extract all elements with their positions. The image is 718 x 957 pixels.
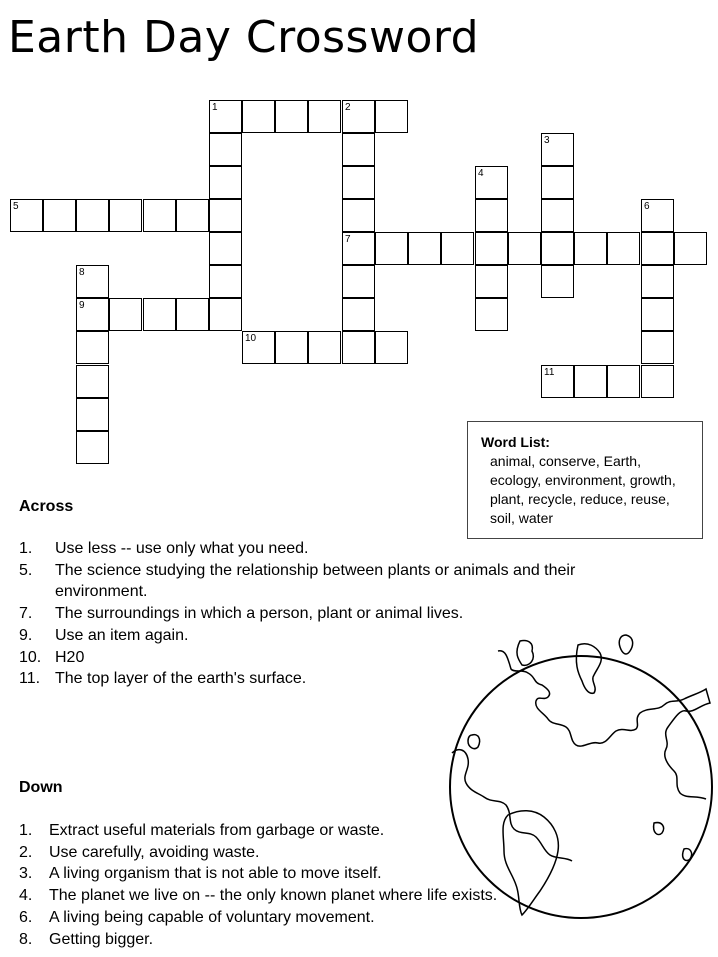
grid-cell[interactable]	[375, 232, 408, 265]
word-list-words: animal, conserve, Earth, ecology, environment, growth, plant, recycle, reduce, reuse, soil, water	[490, 453, 676, 526]
clue-text: The planet we live on -- the only known planet where life exists.	[49, 887, 498, 905]
clue-text: Use carefully, avoiding waste.	[49, 843, 260, 861]
clue-text: Use an item again.	[55, 626, 189, 644]
grid-cell[interactable]	[342, 265, 375, 298]
grid-cell[interactable]	[441, 232, 474, 265]
grid-cell[interactable]	[475, 199, 508, 232]
clue-number: 3	[544, 135, 550, 146]
grid-cell[interactable]	[342, 298, 375, 331]
grid-cell[interactable]	[342, 331, 375, 364]
grid-cell[interactable]	[43, 199, 76, 232]
clue-text: Use less -- use only what you need.	[55, 540, 309, 557]
grid-cell[interactable]	[275, 331, 308, 364]
grid-cell[interactable]	[641, 331, 674, 364]
clue-num: 5.	[19, 561, 33, 579]
clue-num: 11.	[19, 670, 41, 688]
grid-cell[interactable]	[574, 232, 607, 265]
grid-cell[interactable]	[475, 166, 508, 199]
grid-cell[interactable]	[209, 265, 242, 298]
clue-num: 4.	[19, 887, 33, 905]
grid-cell[interactable]	[342, 133, 375, 166]
clue-text: Extract useful materials from garbage or waste.	[49, 822, 385, 839]
grid-cell[interactable]	[508, 232, 541, 265]
grid-cell[interactable]	[76, 298, 109, 331]
grid-cell[interactable]	[541, 365, 574, 398]
grid-cell[interactable]	[607, 365, 640, 398]
clue-num: 8.	[19, 930, 33, 948]
clue-num: 6.	[19, 908, 33, 926]
clue-num: 10.	[19, 648, 42, 666]
grid-cell[interactable]	[275, 100, 308, 133]
down-heading: Down	[19, 779, 63, 796]
grid-cell[interactable]	[143, 199, 176, 232]
clue-number: 2	[345, 102, 351, 113]
grid-cell[interactable]	[242, 100, 275, 133]
grid-cell[interactable]	[209, 199, 242, 232]
grid-cell[interactable]	[209, 298, 242, 331]
grid-cell[interactable]	[76, 331, 109, 364]
grid-cell[interactable]	[641, 199, 674, 232]
grid-cell[interactable]	[10, 199, 43, 232]
word-list-box	[467, 421, 703, 539]
clue-num: 9.	[19, 626, 33, 644]
clue-num: 3.	[19, 865, 33, 883]
clue-text: A living being capable of voluntary movement.	[49, 908, 375, 926]
clue-number: 9	[79, 300, 85, 311]
clue-text: A living organism that is not able to move itself.	[49, 865, 382, 883]
earth-globe-icon	[448, 623, 718, 957]
clue-number: 4	[478, 168, 484, 179]
word-list-heading: Word List:	[481, 434, 550, 450]
clue-num: 7.	[19, 605, 33, 623]
grid-cell[interactable]	[408, 232, 441, 265]
grid-cell[interactable]	[641, 298, 674, 331]
grid-cell[interactable]	[607, 232, 640, 265]
grid-cell[interactable]	[76, 199, 109, 232]
grid-cell[interactable]	[541, 133, 574, 166]
grid-cell[interactable]	[342, 199, 375, 232]
grid-cell[interactable]	[541, 232, 574, 265]
grid-cell[interactable]	[76, 265, 109, 298]
clue-number: 5	[13, 201, 19, 212]
grid-cell[interactable]	[641, 265, 674, 298]
grid-cell[interactable]	[475, 298, 508, 331]
grid-cell[interactable]	[342, 100, 375, 133]
grid-cell[interactable]	[375, 331, 408, 364]
clue-number: 10	[245, 333, 257, 344]
clue-text: H20	[55, 648, 85, 666]
grid-cell[interactable]	[574, 365, 607, 398]
grid-cell[interactable]	[76, 431, 109, 464]
grid-cell[interactable]	[475, 232, 508, 265]
clue-num: 1.	[19, 540, 33, 557]
grid-cell[interactable]	[109, 298, 142, 331]
grid-cell[interactable]	[541, 199, 574, 232]
grid-cell[interactable]	[176, 298, 209, 331]
grid-cell[interactable]	[308, 331, 341, 364]
grid-cell[interactable]	[76, 398, 109, 431]
grid-cell[interactable]	[541, 166, 574, 199]
grid-cell[interactable]	[209, 166, 242, 199]
grid-cell[interactable]	[242, 331, 275, 364]
grid-cell[interactable]	[475, 265, 508, 298]
clue-item	[19, 603, 659, 625]
crossword-grid	[0, 0, 718, 470]
clue-text: The surroundings in which a person, plant or animal lives.	[55, 605, 464, 623]
clue-num: 2.	[19, 843, 33, 861]
clue-item	[19, 538, 659, 560]
grid-cell[interactable]	[342, 232, 375, 265]
grid-cell[interactable]	[674, 232, 707, 265]
across-heading: Across	[19, 498, 74, 515]
clue-number: 6	[644, 201, 650, 212]
clue-text: The science studying the relationship between plants or animals and their environment.	[55, 561, 576, 601]
grid-cell[interactable]	[209, 100, 242, 133]
clue-num: 1.	[19, 822, 33, 839]
grid-cell[interactable]	[209, 232, 242, 265]
grid-cell[interactable]	[375, 100, 408, 133]
clue-number: 1	[212, 102, 218, 113]
clue-number: 7	[345, 234, 351, 245]
clue-number: 11	[544, 367, 555, 378]
grid-cell[interactable]	[143, 298, 176, 331]
clue-number: 8	[79, 267, 85, 278]
grid-cell[interactable]	[541, 265, 574, 298]
grid-cell[interactable]	[308, 100, 341, 133]
grid-cell[interactable]	[641, 232, 674, 265]
grid-cell[interactable]	[76, 365, 109, 398]
grid-cell[interactable]	[209, 133, 242, 166]
grid-cell[interactable]	[342, 166, 375, 199]
page-title: Earth Day Crossword	[8, 12, 480, 63]
grid-cell[interactable]	[109, 199, 142, 232]
grid-cell[interactable]	[641, 365, 674, 398]
clue-text: The top layer of the earth's surface.	[55, 670, 307, 688]
clue-item	[19, 560, 659, 603]
clue-text: Getting bigger.	[49, 930, 154, 948]
grid-cell[interactable]	[176, 199, 209, 232]
